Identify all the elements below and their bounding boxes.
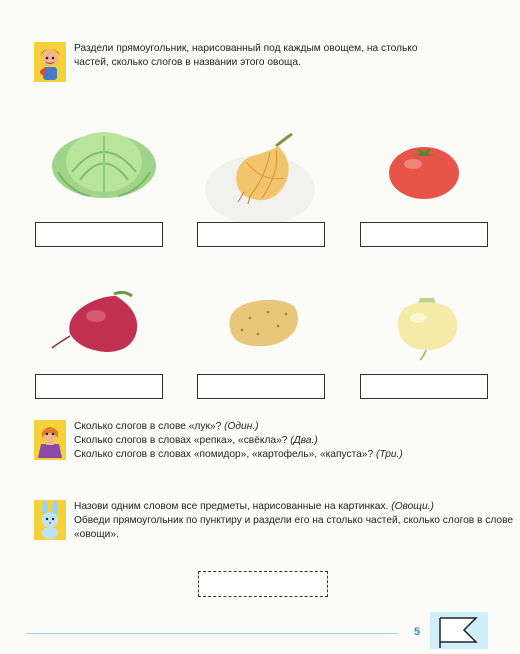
girl-character-icon bbox=[34, 420, 66, 460]
cabbage-picture bbox=[50, 122, 158, 200]
syllable-box-tomato[interactable] bbox=[360, 222, 488, 247]
turnip-picture bbox=[390, 296, 464, 362]
task-2-question-2 bbox=[74, 434, 403, 448]
answer-text: (Один.) bbox=[224, 421, 259, 432]
question-text: Сколько слогов в слове «лук»? bbox=[74, 421, 225, 432]
answer-text: (Овощи.) bbox=[391, 501, 434, 512]
task-1-line-1: Раздели прямоугольник, нарисованный под каждым овощем, на столько bbox=[74, 43, 418, 54]
page-number: 5 bbox=[414, 626, 421, 638]
question-text: Сколько слогов в словах «репка», «свёкла»? bbox=[74, 435, 291, 446]
task-2-text bbox=[74, 420, 403, 462]
syllable-box-potato[interactable] bbox=[197, 374, 325, 399]
beet-picture bbox=[50, 290, 146, 356]
footer-divider bbox=[26, 633, 398, 634]
syllable-box-turnip[interactable] bbox=[360, 374, 488, 399]
question-text: Назови одним словом все предметы, нарисованные на картинках. bbox=[74, 501, 392, 512]
task-2-question-1 bbox=[74, 420, 403, 434]
answer-text: (Два.) bbox=[290, 435, 318, 446]
tomato-picture bbox=[387, 142, 461, 200]
onion-picture bbox=[232, 132, 300, 204]
potato-picture bbox=[222, 294, 302, 350]
syllable-box-onion[interactable] bbox=[197, 222, 325, 247]
dashed-syllable-box-vegetables[interactable] bbox=[198, 571, 328, 597]
syllable-box-beet[interactable] bbox=[35, 374, 163, 399]
syllable-box-cabbage[interactable] bbox=[35, 222, 163, 247]
bookmark-flag-icon bbox=[430, 612, 488, 649]
task-3-text bbox=[74, 500, 520, 542]
boy-character-icon bbox=[34, 42, 66, 82]
task-3-question-2: Обведи прямоугольник по пунктиру и раздели его на столько частей, сколько слогов в слове «овощи». bbox=[74, 515, 514, 540]
question-text: Сколько слогов в словах «помидор», «картофель», «капуста»? bbox=[74, 449, 376, 460]
task-1-text bbox=[74, 42, 514, 70]
answer-text: (Три.) bbox=[375, 449, 403, 460]
bunny-character-icon bbox=[34, 500, 66, 540]
task-2-question-3 bbox=[74, 448, 403, 462]
task-3-question-1 bbox=[74, 500, 520, 514]
task-1-line-2: частей, сколько слогов в названии этого овоща. bbox=[74, 57, 301, 68]
bookmark-flag-box bbox=[430, 612, 488, 649]
